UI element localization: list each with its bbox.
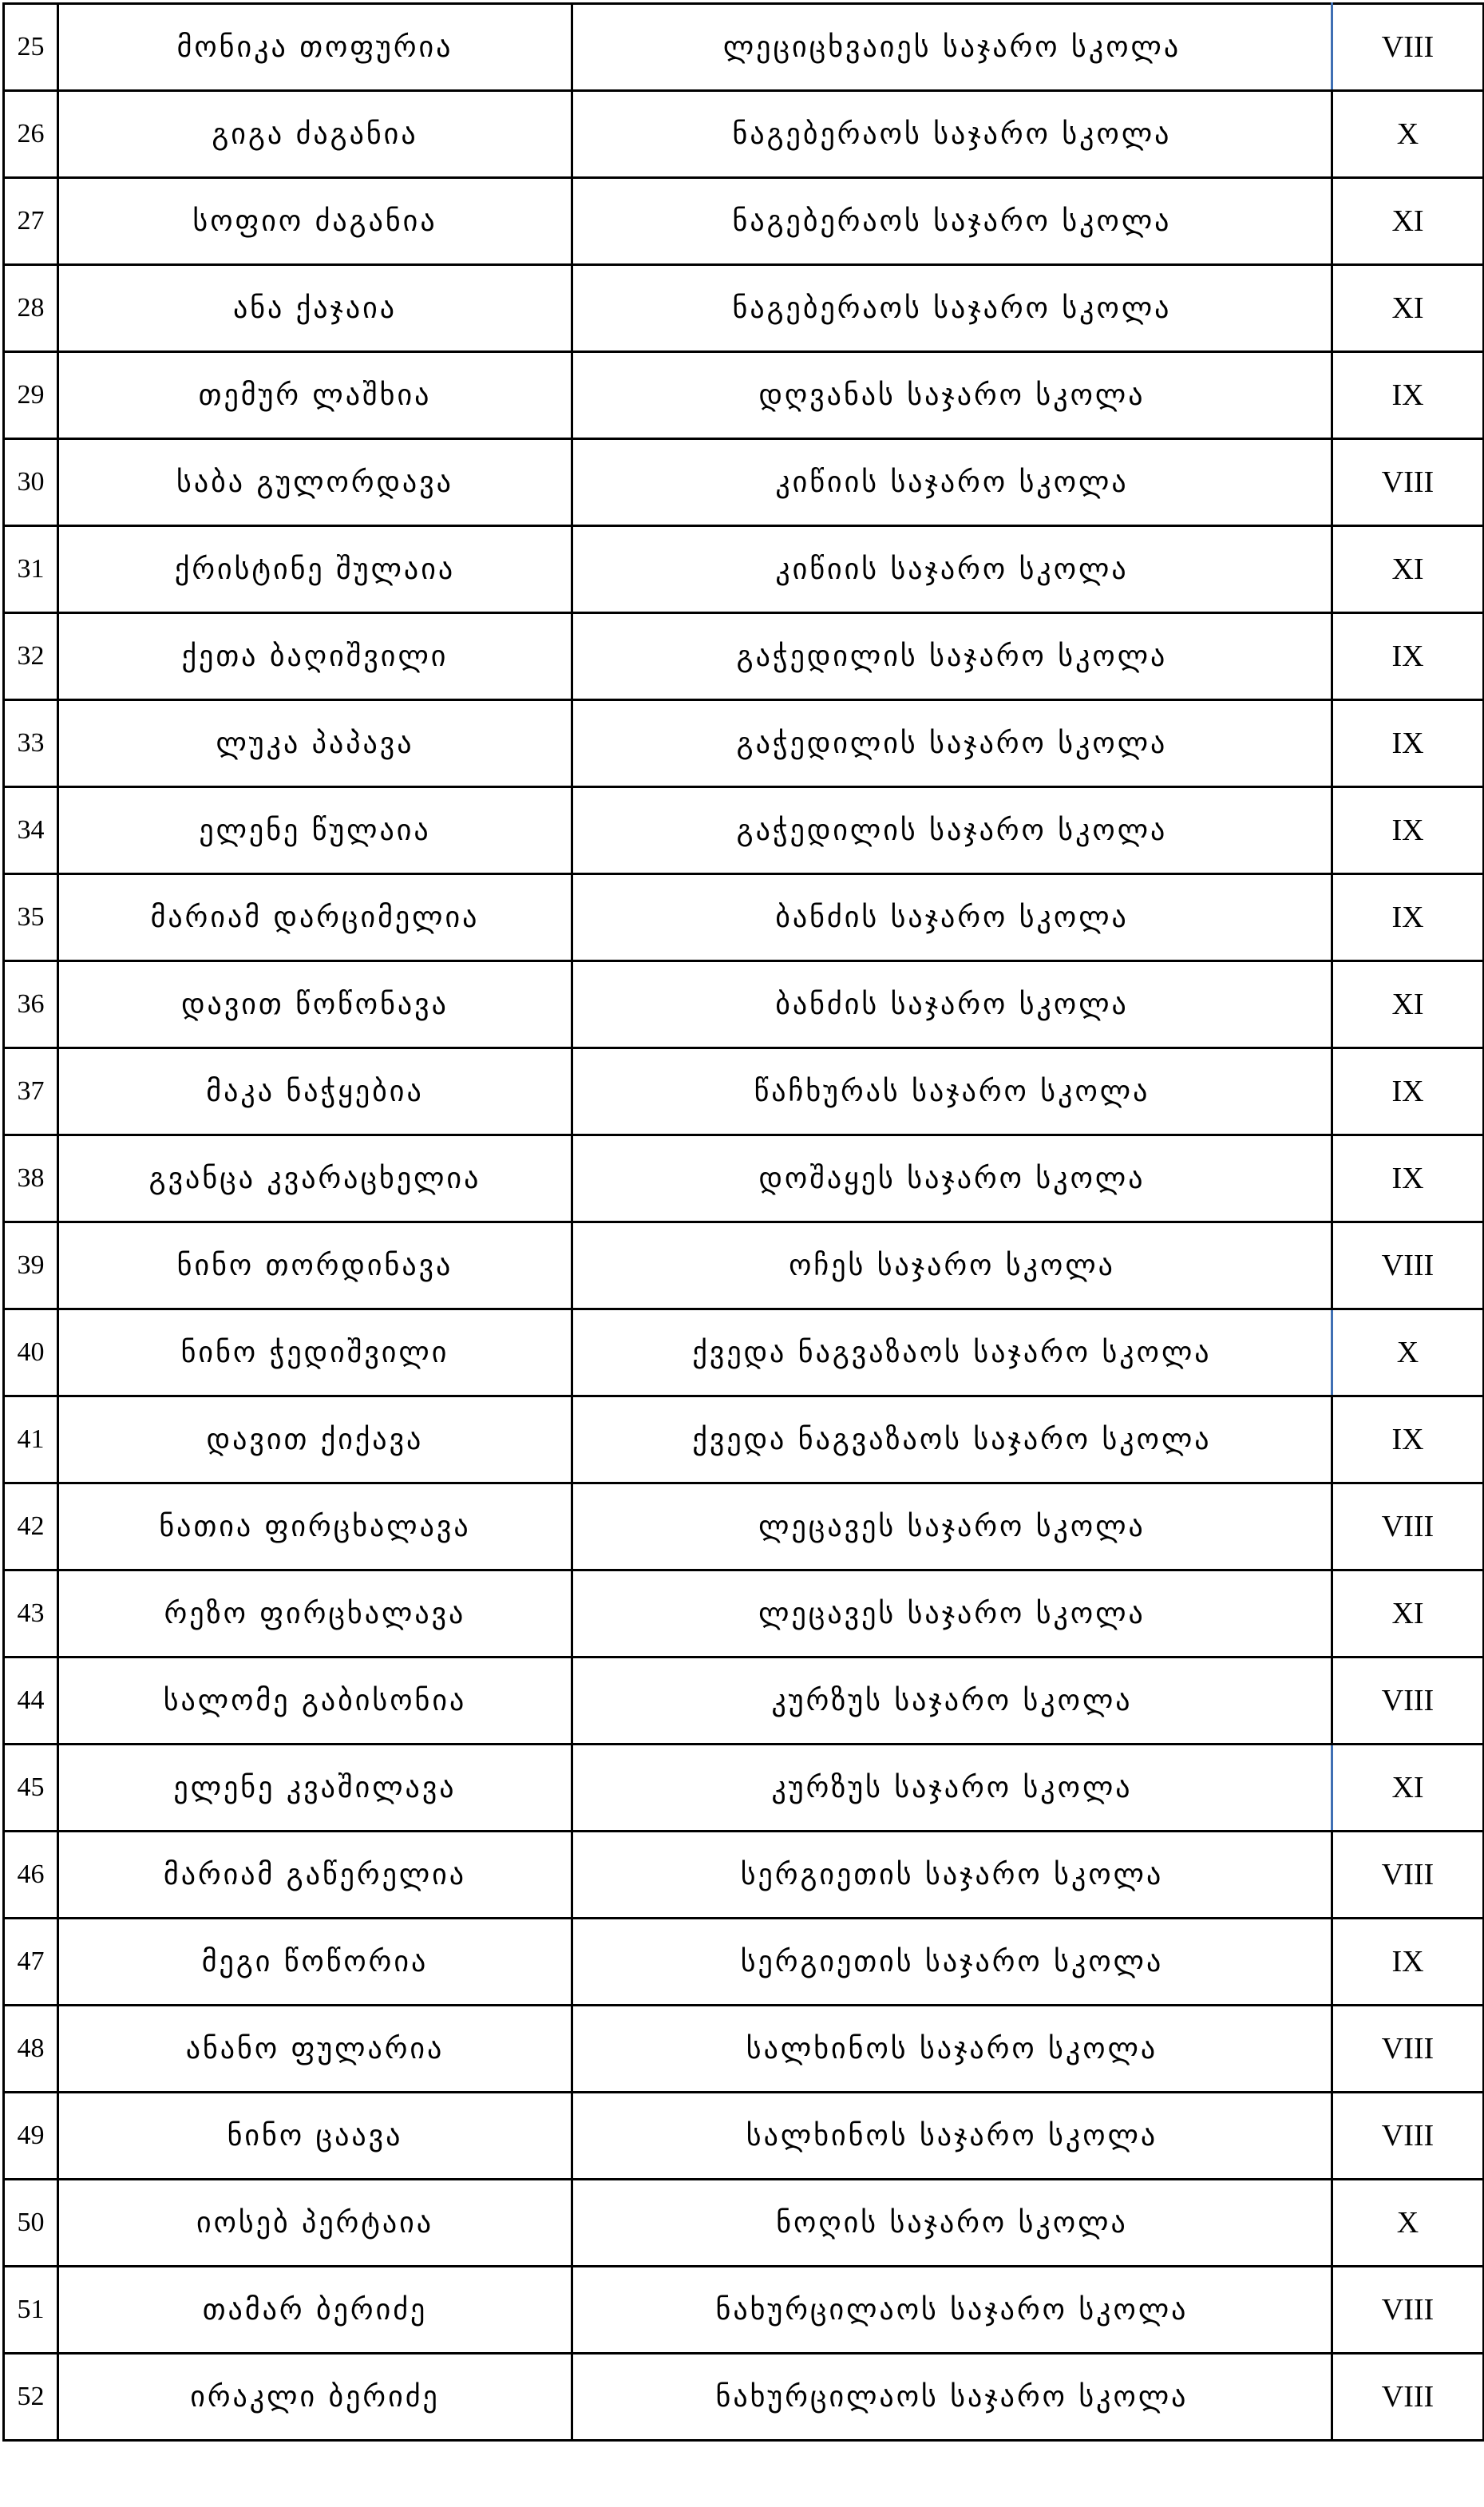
- table-row: [4, 613, 1484, 700]
- student-name-cell: დავით ქიქავა: [58, 1396, 572, 1483]
- grade-cell: VIII: [1332, 2354, 1484, 2441]
- grade-cell: X: [1332, 2180, 1484, 2267]
- row-number-cell: 48: [4, 2006, 58, 2093]
- student-name-cell: ლუკა პაპავა: [58, 700, 572, 787]
- table-row: [4, 874, 1484, 961]
- table-row: [4, 1396, 1484, 1483]
- table-row: [4, 700, 1484, 787]
- school-name-cell: ლეციცხვაიეს საჯარო სკოლა: [572, 4, 1332, 91]
- row-number-cell: 26: [4, 91, 58, 178]
- school-name-cell: ნაგებერაოს საჯარო სკოლა: [572, 91, 1332, 178]
- grade-cell: IX: [1332, 1919, 1484, 2006]
- school-name-cell: ბანძის საჯარო სკოლა: [572, 874, 1332, 961]
- grade-cell: XI: [1332, 178, 1484, 265]
- grade-cell: VIII: [1332, 4, 1484, 91]
- table-row: [4, 1832, 1484, 1919]
- school-name-cell: გაჭედილის საჯარო სკოლა: [572, 613, 1332, 700]
- row-number-cell: 27: [4, 178, 58, 265]
- school-name-cell: ლეცავეს საჯარო სკოლა: [572, 1483, 1332, 1570]
- row-number-cell: 46: [4, 1832, 58, 1919]
- table-row: [4, 1222, 1484, 1309]
- table-row: [4, 1309, 1484, 1396]
- row-number-cell: 51: [4, 2267, 58, 2354]
- school-name-cell: ოჩეს საჯარო სკოლა: [572, 1222, 1332, 1309]
- student-name-cell: მარიამ დარციმელია: [58, 874, 572, 961]
- grade-cell: XI: [1332, 961, 1484, 1048]
- student-name-cell: ქრისტინე შულაია: [58, 526, 572, 613]
- table-row: [4, 1048, 1484, 1135]
- row-number-cell: 50: [4, 2180, 58, 2267]
- row-number-cell: 29: [4, 352, 58, 439]
- grade-cell: IX: [1332, 352, 1484, 439]
- school-name-cell: სალხინოს საჯარო სკოლა: [572, 2006, 1332, 2093]
- student-name-cell: დავით წოწონავა: [58, 961, 572, 1048]
- table-row: [4, 4, 1484, 91]
- grade-cell: X: [1332, 91, 1484, 178]
- row-number-cell: 49: [4, 2093, 58, 2180]
- row-number-cell: 35: [4, 874, 58, 961]
- table-row: [4, 2093, 1484, 2180]
- grade-cell: IX: [1332, 1135, 1484, 1222]
- student-name-cell: ანანო ფულარია: [58, 2006, 572, 2093]
- grade-cell: IX: [1332, 1396, 1484, 1483]
- student-name-cell: გვანცა კვარაცხელია: [58, 1135, 572, 1222]
- student-name-cell: ნინო ჭედიშვილი: [58, 1309, 572, 1396]
- grade-cell: VIII: [1332, 1832, 1484, 1919]
- school-name-cell: ლეცავეს საჯარო სკოლა: [572, 1570, 1332, 1657]
- grade-cell: XI: [1332, 1570, 1484, 1657]
- student-roster-table: [2, 2, 1484, 2442]
- grade-cell: VIII: [1332, 1657, 1484, 1745]
- student-name-cell: რეზო ფირცხალავა: [58, 1570, 572, 1657]
- grade-cell: VIII: [1332, 1483, 1484, 1570]
- student-name-cell: გიგა ძაგანია: [58, 91, 572, 178]
- student-name-cell: მაკა ნაჭყებია: [58, 1048, 572, 1135]
- student-name-cell: მონიკა თოფურია: [58, 4, 572, 91]
- table-row: [4, 1919, 1484, 2006]
- row-number-cell: 41: [4, 1396, 58, 1483]
- grade-cell: XI: [1332, 526, 1484, 613]
- grade-cell: XI: [1332, 265, 1484, 352]
- grade-cell: IX: [1332, 874, 1484, 961]
- table-row: [4, 526, 1484, 613]
- row-number-cell: 45: [4, 1745, 58, 1832]
- student-name-cell: საბა გულორდავა: [58, 439, 572, 526]
- row-number-cell: 38: [4, 1135, 58, 1222]
- grade-cell: X: [1332, 1309, 1484, 1396]
- student-name-cell: სალომე გაბისონია: [58, 1657, 572, 1745]
- row-number-cell: 42: [4, 1483, 58, 1570]
- grade-cell: VIII: [1332, 1222, 1484, 1309]
- school-name-cell: კურზუს საჯარო სკოლა: [572, 1657, 1332, 1745]
- school-name-cell: გაჭედილის საჯარო სკოლა: [572, 787, 1332, 874]
- student-name-cell: ნინო თორდინავა: [58, 1222, 572, 1309]
- row-number-cell: 43: [4, 1570, 58, 1657]
- grade-cell: VIII: [1332, 2267, 1484, 2354]
- grade-cell: IX: [1332, 1048, 1484, 1135]
- row-number-cell: 47: [4, 1919, 58, 2006]
- student-name-cell: თემურ ლაშხია: [58, 352, 572, 439]
- student-name-cell: მარიამ გაწერელია: [58, 1832, 572, 1919]
- school-name-cell: სერგიეთის საჯარო სკოლა: [572, 1919, 1332, 2006]
- grade-cell: VIII: [1332, 439, 1484, 526]
- school-name-cell: ბანძის საჯარო სკოლა: [572, 961, 1332, 1048]
- row-number-cell: 44: [4, 1657, 58, 1745]
- student-name-cell: თამარ ბერიძე: [58, 2267, 572, 2354]
- student-name-cell: ნინო ცაავა: [58, 2093, 572, 2180]
- school-name-cell: ქვედა ნაგვაზაოს საჯარო სკოლა: [572, 1396, 1332, 1483]
- grade-cell: XI: [1332, 1745, 1484, 1832]
- student-name-cell: ანა ქაჯაია: [58, 265, 572, 352]
- grade-cell: IX: [1332, 613, 1484, 700]
- school-name-cell: გაჭედილის საჯარო სკოლა: [572, 700, 1332, 787]
- row-number-cell: 30: [4, 439, 58, 526]
- table-row: [4, 1483, 1484, 1570]
- table-row: [4, 439, 1484, 526]
- row-number-cell: 40: [4, 1309, 58, 1396]
- grade-cell: VIII: [1332, 2006, 1484, 2093]
- table-row: [4, 1657, 1484, 1745]
- row-number-cell: 33: [4, 700, 58, 787]
- student-name-cell: ირაკლი ბერიძე: [58, 2354, 572, 2441]
- roster-body: [4, 4, 1484, 2441]
- school-name-cell: ქვედა ნაგვაზაოს საჯარო სკოლა: [572, 1309, 1332, 1396]
- school-name-cell: კურზუს საჯარო სკოლა: [572, 1745, 1332, 1832]
- school-name-cell: ნაგებერაოს საჯარო სკოლა: [572, 265, 1332, 352]
- grade-cell: IX: [1332, 700, 1484, 787]
- student-name-cell: იოსებ პერტაია: [58, 2180, 572, 2267]
- table-row: [4, 91, 1484, 178]
- row-number-cell: 36: [4, 961, 58, 1048]
- table-row: [4, 2354, 1484, 2441]
- student-name-cell: ელენე წულაია: [58, 787, 572, 874]
- school-name-cell: წაჩხურას საჯარო სკოლა: [572, 1048, 1332, 1135]
- grade-cell: VIII: [1332, 2093, 1484, 2180]
- row-number-cell: 31: [4, 526, 58, 613]
- table-row: [4, 2180, 1484, 2267]
- school-name-cell: კიწიის საჯარო სკოლა: [572, 439, 1332, 526]
- table-row: [4, 2267, 1484, 2354]
- table-row: [4, 265, 1484, 352]
- student-name-cell: ელენე კვაშილავა: [58, 1745, 572, 1832]
- row-number-cell: 34: [4, 787, 58, 874]
- school-name-cell: დოშაყეს საჯარო სკოლა: [572, 1135, 1332, 1222]
- table-row: [4, 961, 1484, 1048]
- row-number-cell: 28: [4, 265, 58, 352]
- row-number-cell: 39: [4, 1222, 58, 1309]
- table-row: [4, 352, 1484, 439]
- student-name-cell: მეგი წოწორია: [58, 1919, 572, 2006]
- student-name-cell: ქეთა ბაღიშვილი: [58, 613, 572, 700]
- table-row: [4, 2006, 1484, 2093]
- table-row: [4, 1135, 1484, 1222]
- school-name-cell: ნახურცილაოს საჯარო სკოლა: [572, 2267, 1332, 2354]
- row-number-cell: 52: [4, 2354, 58, 2441]
- grade-cell: IX: [1332, 787, 1484, 874]
- student-name-cell: სოფიო ძაგანია: [58, 178, 572, 265]
- table-row: [4, 787, 1484, 874]
- school-name-cell: ნახურცილაოს საჯარო სკოლა: [572, 2354, 1332, 2441]
- school-name-cell: კიწიის საჯარო სკოლა: [572, 526, 1332, 613]
- row-number-cell: 32: [4, 613, 58, 700]
- row-number-cell: 25: [4, 4, 58, 91]
- school-name-cell: ნაგებერაოს საჯარო სკოლა: [572, 178, 1332, 265]
- school-name-cell: ნოღის საჯარო სკოლა: [572, 2180, 1332, 2267]
- table-row: [4, 178, 1484, 265]
- school-name-cell: დღვანას საჯარო სკოლა: [572, 352, 1332, 439]
- table-row: [4, 1570, 1484, 1657]
- school-name-cell: სალხინოს საჯარო სკოლა: [572, 2093, 1332, 2180]
- school-name-cell: სერგიეთის საჯარო სკოლა: [572, 1832, 1332, 1919]
- table-row: [4, 1745, 1484, 1832]
- row-number-cell: 37: [4, 1048, 58, 1135]
- student-name-cell: ნათია ფირცხალავა: [58, 1483, 572, 1570]
